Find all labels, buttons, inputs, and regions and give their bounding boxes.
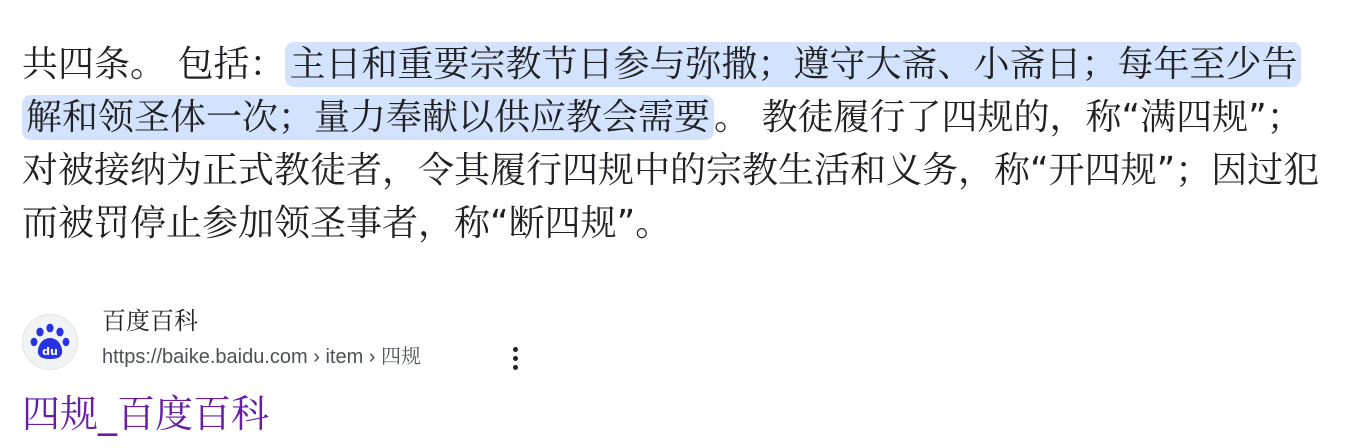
result-title-link[interactable]: 四规_百度百科 xyxy=(22,392,270,436)
snippet-intro: 共四条。 包括： xyxy=(22,44,286,85)
snippet-highlight: 主日和重要宗教节日参与弥撒；遵守大斋、小斋日；每年至少告解和领圣体一次；量力奉献以供应教会需要 xyxy=(22,42,1301,140)
favicon-du-text: du xyxy=(42,345,58,358)
ellipsis-dot xyxy=(513,356,518,361)
ellipsis-dot xyxy=(513,365,518,370)
ellipsis-dot xyxy=(513,347,518,352)
baidu-paw-icon-svg xyxy=(29,321,71,363)
snippet-rest: 。 教徒履行了四规的，称“满四规”；对被接纳为正式教徒者，令其履行四规中的宗教生活和义务，称“开四规”；因过犯而被罚停止参加领圣事者，称“断四规”。 xyxy=(22,97,1320,244)
baidu-paw-icon xyxy=(22,314,78,370)
featured-snippet-text xyxy=(22,38,1332,250)
vertical-ellipsis-icon[interactable] xyxy=(504,342,526,374)
site-url: https://baike.baidu.com › item › 四规 xyxy=(102,346,422,368)
site-name: 百度百科 xyxy=(102,307,198,335)
result-source[interactable] xyxy=(22,306,722,376)
